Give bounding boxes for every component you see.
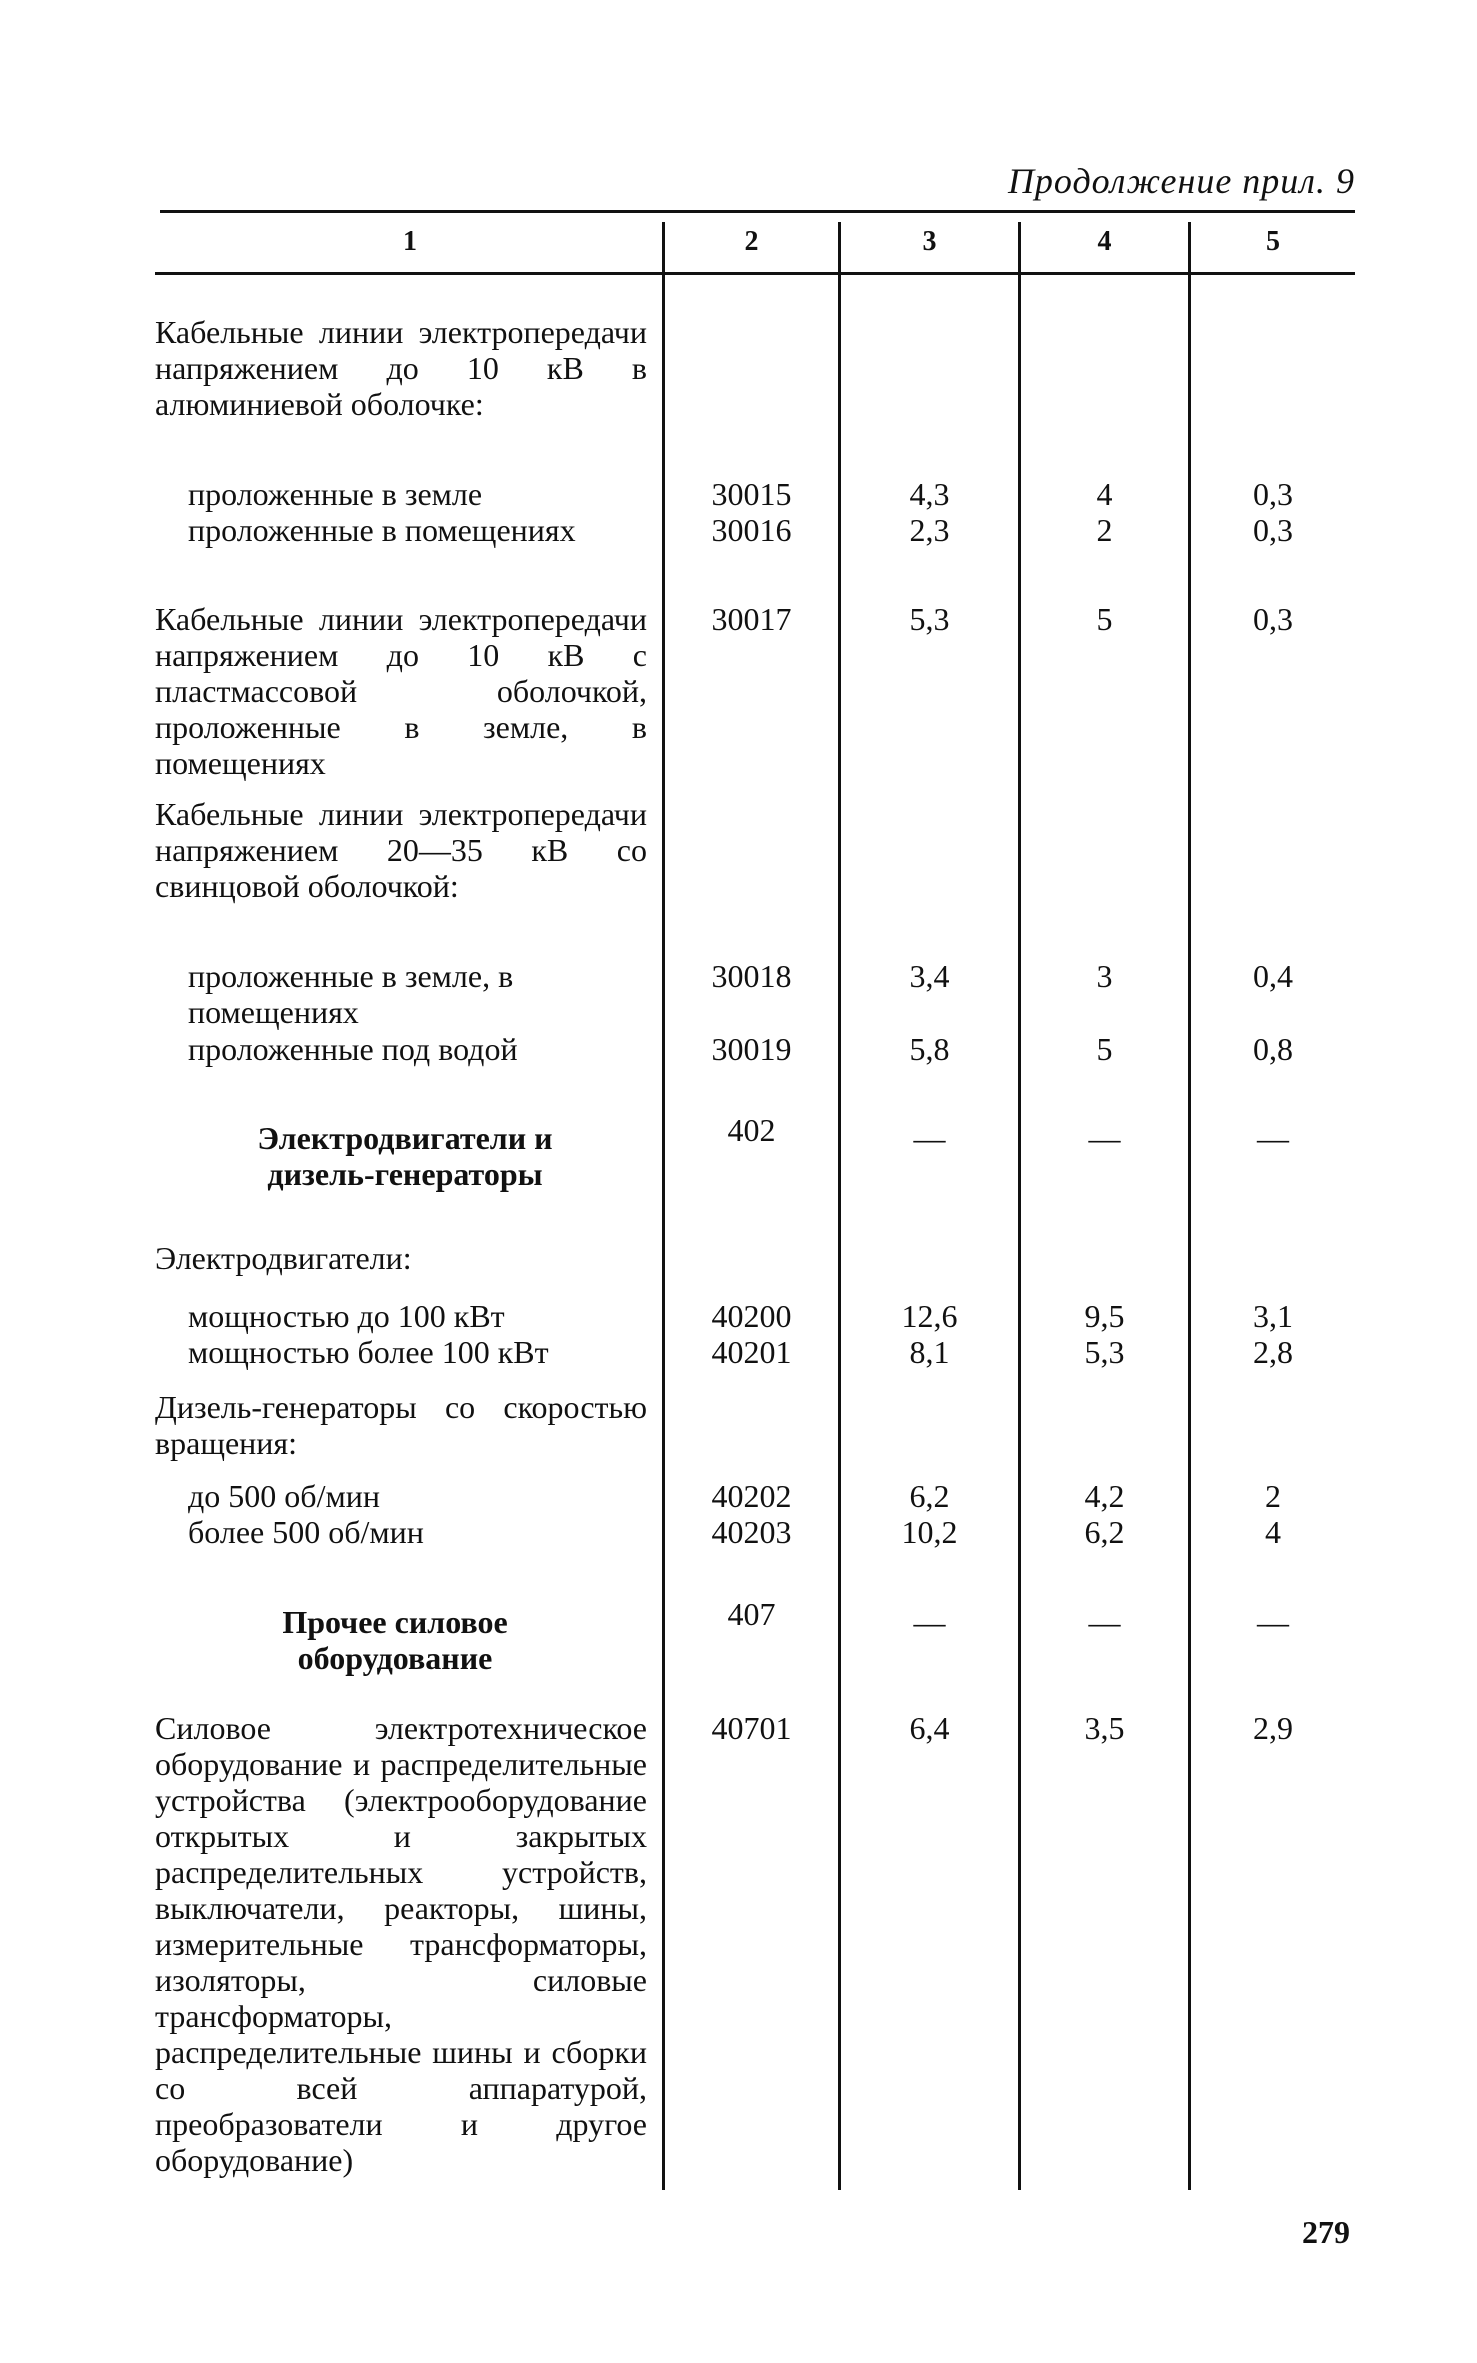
row-code: 40202 [711, 1478, 792, 1514]
row-col3: — [913, 1604, 946, 1640]
row-description: мощностью более 100 кВт [188, 1334, 549, 1370]
table-top-rule [160, 210, 1355, 213]
row-code: 30019 [711, 1031, 792, 1067]
row-description: Дизель-генераторы со скоростью вращения: [155, 1389, 647, 1461]
row-code: 30015 [711, 476, 792, 512]
row-description: более 500 об/мин [188, 1514, 424, 1550]
group-heading: Прочее силовое оборудование [282, 1604, 508, 1676]
row-description: мощностью до 100 кВт [188, 1298, 505, 1334]
column-header-3: 3 [922, 226, 937, 257]
row-code: 40201 [711, 1334, 792, 1370]
row-description: Электродвигатели: [155, 1240, 412, 1276]
row-code: 30017 [711, 601, 792, 637]
row-code: 40701 [711, 1710, 792, 1746]
row-col3: 12,6 [901, 1298, 958, 1334]
row-col3: 6,4 [909, 1710, 950, 1746]
row-col3: 4,3 [909, 476, 950, 512]
continuation-caption: Продолжение прил. 9 [1007, 161, 1355, 201]
row-col4: — [1088, 1120, 1121, 1156]
row-col5: 0,3 [1253, 601, 1293, 637]
row-code: 402 [727, 1112, 776, 1148]
row-col5: 2,9 [1253, 1710, 1293, 1746]
row-code: 40203 [711, 1514, 792, 1550]
row-col4: 6,2 [1084, 1514, 1125, 1550]
row-col3: — [913, 1120, 946, 1156]
row-col5: 3,1 [1253, 1298, 1293, 1334]
row-code: 30016 [711, 512, 792, 548]
row-col5: — [1257, 1604, 1289, 1640]
row-code: 407 [727, 1596, 776, 1632]
row-col5: 4 [1265, 1514, 1281, 1550]
row-col5: 0,8 [1253, 1031, 1293, 1067]
row-description: проложенные под водой [188, 1031, 518, 1067]
row-code: 40200 [711, 1298, 792, 1334]
row-description: проложенные в земле [188, 476, 483, 512]
row-col3: 6,2 [909, 1478, 950, 1514]
row-col3: 10,2 [901, 1514, 958, 1550]
row-description: Кабельные линии электропередачи напряжением до 10 кВ в алюминиевой оболочке: [155, 314, 647, 422]
table-header-rule [155, 272, 1355, 275]
row-col4: 4,2 [1084, 1478, 1125, 1514]
row-col5: 0,3 [1253, 476, 1293, 512]
row-description: Кабельные линии электропередачи напряжением до 10 кВ с пластмассовой оболочкой, проложенные в земле, в помещениях [155, 601, 647, 781]
row-col3: 3,4 [909, 958, 950, 994]
row-col4: 5,3 [1084, 1334, 1125, 1370]
row-description: Силовое электротехническое оборудование и распределительные устройства (электрооборудование открытых и закрытых распределительных устройств, выключатели, реакторы, шины, измерительные трансформаторы, изоляторы, силовые трансформаторы, распределительные шины и сборки со всей аппаратурой, преобразователи и другое оборудование) [155, 1710, 647, 2178]
row-col4: — [1088, 1604, 1121, 1640]
row-col3: 5,8 [909, 1031, 950, 1067]
column-header-4: 4 [1097, 226, 1112, 257]
row-description: проложенные в помещениях [188, 512, 576, 548]
row-col3: 8,1 [909, 1334, 950, 1370]
row-col5: 0,4 [1253, 958, 1293, 994]
row-col4: 5 [1096, 1031, 1113, 1067]
row-col3: 2,3 [909, 512, 950, 548]
row-description: проложенные в земле, в помещениях [188, 958, 514, 1030]
group-heading: Электродвигатели и дизель-генераторы [257, 1120, 553, 1192]
row-col5: 2,8 [1253, 1334, 1293, 1370]
row-code: 30018 [711, 958, 792, 994]
row-description: до 500 об/мин [188, 1478, 380, 1514]
row-col4: 5 [1096, 601, 1113, 637]
row-description: Кабельные линии электропередачи напряжением 20—35 кВ со свинцовой оболочкой: [155, 796, 647, 904]
row-col3: 5,3 [909, 601, 950, 637]
row-col4: 2 [1096, 512, 1113, 548]
page-number: 279 [1302, 2214, 1350, 2250]
row-col5: — [1257, 1120, 1289, 1156]
row-col4: 4 [1096, 476, 1113, 512]
row-col5: 2 [1265, 1478, 1281, 1514]
row-col4: 3,5 [1084, 1710, 1125, 1746]
row-col4: 3 [1096, 958, 1113, 994]
row-col4: 9,5 [1084, 1298, 1125, 1334]
column-header-2: 2 [744, 226, 759, 257]
column-header-1: 1 [403, 226, 417, 257]
row-col5: 0,3 [1253, 512, 1293, 548]
column-header-5: 5 [1266, 226, 1280, 257]
